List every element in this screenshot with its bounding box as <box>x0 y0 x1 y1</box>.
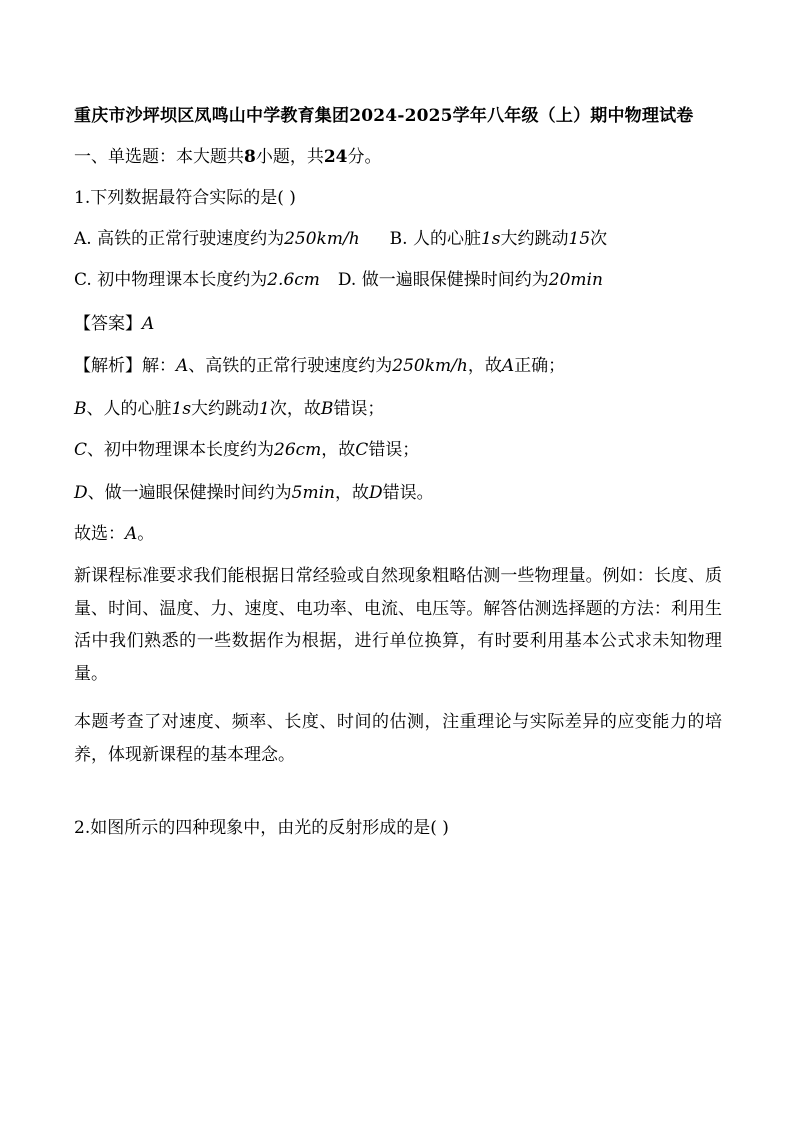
explanation-paragraph-2: 本题考查了对速度、频率、长度、时间的估测，注重理论与实际差异的应变能力的培养，体现新课程的基本理念。 <box>74 712 722 765</box>
section-prefix: 一、单选题：本大题共 <box>74 147 244 167</box>
option-b: B. 人的心脏1s大约跳动15次 <box>389 229 608 249</box>
analysis-line-a: 【解析】解：A、高铁的正常行驶速度约为250km/h，故A正确； <box>74 356 566 376</box>
question-2-stem: 2.如图所示的四种现象中，由光的反射形成的是( ) <box>74 818 449 838</box>
section-suffix: 分。 <box>347 147 382 167</box>
answer-line <box>74 312 154 336</box>
section-score: 24 <box>323 147 348 167</box>
question-1-stem: 1.下列数据最符合实际的是( ) <box>74 188 296 208</box>
choose-line: 故选：A。 <box>74 524 155 544</box>
option-d: D. 做一遍眼保健操时间约为20min <box>337 270 603 290</box>
question-1-options-ab <box>74 227 607 251</box>
section-heading <box>74 145 382 169</box>
answer-label: 【答案】 <box>74 314 142 334</box>
option-c: C. 初中物理课本长度约为2.6cm <box>74 270 320 290</box>
answer-value: A <box>142 314 155 334</box>
section-middle: 小题，共 <box>255 147 324 167</box>
analysis-line-c: C、初中物理课本长度约为26cm，故C错误； <box>74 440 420 460</box>
question-1-options-cd <box>74 268 603 292</box>
exam-title: 重庆市沙坪坝区凤鸣山中学教育集团2024-2025学年八年级（上）期中物理试卷 <box>74 106 694 126</box>
option-a: A. 高铁的正常行驶速度约为250km/h <box>74 229 360 249</box>
explanation-paragraph-1: 新课程标准要求我们能根据日常经验或自然现象粗略估测一些物理量。例如：长度、质量、时间、温度、力、速度、电功率、电流、电压等。解答估测选择题的方法：利用生活中我们熟悉的一些数据作为根据，进行单位换算，有时要利用基本公式求未知物理量。 <box>74 566 722 684</box>
analysis-line-d: D、做一遍眼保健操时间约为5min，故D错误。 <box>74 483 434 503</box>
section-count: 8 <box>244 147 256 167</box>
analysis-line-b: B、人的心脏1s大约跳动1次，故B错误； <box>74 399 385 419</box>
